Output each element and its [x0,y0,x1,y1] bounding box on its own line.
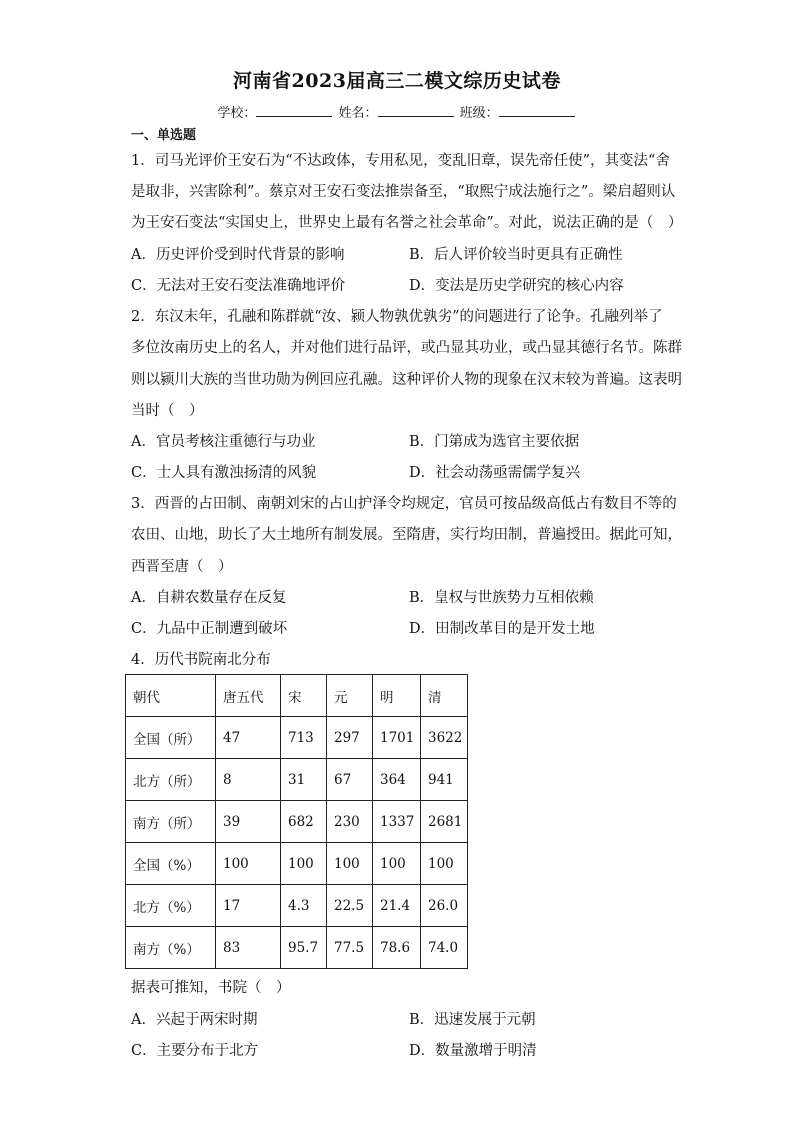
table-cell: 941 [421,759,468,801]
question-1-option-a[interactable]: A．历史评价受到时代背景的影响 [131,247,345,263]
question-4-option-d[interactable]: D．数量激增于明清 [409,1043,537,1059]
question-4-option-a[interactable]: A．兴起于两宋时期 [131,1012,258,1028]
table-cell: 3622 [421,717,468,759]
table-cell: 4.3 [281,885,327,927]
question-4-option-c[interactable]: C．主要分布于北方 [131,1043,259,1059]
question-2-option-a[interactable]: A．官员考核注重德行与功业 [131,434,316,450]
question-4-option-b[interactable]: B．迅速发展于元朝 [409,1012,536,1028]
table-cell: 83 [216,927,281,969]
academy-distribution-table [125,674,468,969]
table-header-cell: 元 [327,675,373,717]
table-cell: 南方（所） [126,801,216,843]
table-cell: 78.6 [373,927,421,969]
question-1-option-b[interactable]: B．后人评价较当时更具有正确性 [409,247,623,263]
page-title: 河南省2023届高三二模文综历史试卷 [233,70,561,92]
table-header-cell: 清 [421,675,468,717]
name-blank [378,104,454,117]
table-cell: 77.5 [327,927,373,969]
table-header-row [126,675,468,717]
table-cell: 713 [281,717,327,759]
table-cell: 95.7 [281,927,327,969]
question-3-line-3: 西晋至唐（ ） [131,559,233,575]
school-blank [256,104,332,117]
table-cell: 北方（%） [126,885,216,927]
table-cell: 全国（%） [126,843,216,885]
class-blank [499,104,575,117]
question-4-stem: 据表可推知，书院（ ） [131,980,291,996]
table-cell: 100 [327,843,373,885]
question-2-option-c[interactable]: C．士人具有激浊扬清的风貌 [131,465,317,481]
name-label: 姓名： [338,106,378,121]
table-header-cell: 宋 [281,675,327,717]
question-1-option-d[interactable]: D．变法是历史学研究的核心内容 [409,278,624,294]
table-cell: 100 [373,843,421,885]
question-3-option-c[interactable]: C．九品中正制遭到破坏 [131,621,288,637]
section-title: 一、单选题 [131,128,197,143]
table-cell: 47 [216,717,281,759]
table-row [126,885,468,927]
table-cell: 2681 [421,801,468,843]
table-cell: 100 [281,843,327,885]
question-2-line-4: 当时（ ） [131,403,204,419]
question-1-line-2: 是取非，兴害除利”。蔡京对王安石变法推崇备至，“取熙宁成法施行之”。梁启超则认 [131,184,676,200]
school-label: 学校： [217,106,257,121]
table-cell: 全国（所） [126,717,216,759]
table-cell: 17 [216,885,281,927]
question-2-line-2: 多位汝南历史上的名人，并对他们进行品评，或凸显其功业，或凸显其德行名节。陈群 [131,340,682,356]
table-header-cell: 朝代 [126,675,216,717]
question-3-line-2: 农田、山地，助长了大土地所有制发展。至隋唐，实行均田制，普遍授田。据此可知， [131,527,682,543]
table-cell: 31 [281,759,327,801]
question-1-line-1: 1．司马光评价王安石为“不达政体，专用私见，变乱旧章，误先帝任使”，其变法“舍 [131,153,670,169]
table-cell: 北方（所） [126,759,216,801]
table-cell: 682 [281,801,327,843]
question-2-option-d[interactable]: D．社会动荡亟需儒学复兴 [409,465,581,481]
question-3-option-b[interactable]: B．皇权与世族势力互相依赖 [409,590,594,606]
question-4-line-1: 4．历代书院南北分布 [131,652,271,668]
table-cell: 26.0 [421,885,468,927]
table-cell: 1337 [373,801,421,843]
student-info-line [0,102,794,121]
table-cell: 364 [373,759,421,801]
table-cell: 8 [216,759,281,801]
table-row [126,759,468,801]
question-2-line-1: 2．东汉末年，孔融和陈群就“汝、颍人物孰优孰劣”的问题进行了论争。孔融列举了 [131,309,663,325]
question-1-option-c[interactable]: C．无法对王安石变法准确地评价 [131,278,346,294]
question-3-option-a[interactable]: A．自耕农数量存在反复 [131,590,287,606]
table-cell: 22.5 [327,885,373,927]
table-cell: 21.4 [373,885,421,927]
table-cell: 1701 [373,717,421,759]
class-label: 班级： [459,106,499,121]
table-cell: 74.0 [421,927,468,969]
table-row [126,801,468,843]
table-cell: 230 [327,801,373,843]
table-header-cell: 唐五代 [216,675,281,717]
table-row [126,843,468,885]
question-3-option-d[interactable]: D．田制改革目的是开发土地 [409,621,595,637]
question-1-line-3: 为王安石变法“实国史上，世界史上最有名誉之社会革命”。对此，说法正确的是（ ） [131,215,683,231]
table-cell: 39 [216,801,281,843]
table-cell: 100 [216,843,281,885]
question-2-line-3: 则以颍川大族的当世功勋为例回应孔融。这种评价人物的现象在汉末较为普遍。这表明 [131,372,682,388]
question-2-option-b[interactable]: B．门第成为选官主要依据 [409,434,580,450]
table-row [126,927,468,969]
table-cell: 南方（%） [126,927,216,969]
table-row [126,717,468,759]
question-3-line-1: 3．西晋的占田制、南朝刘宋的占山护泽令均规定，官员可按品级高低占有数目不等的 [131,496,677,512]
table-cell: 67 [327,759,373,801]
table-header-cell: 明 [373,675,421,717]
table-cell: 297 [327,717,373,759]
table-cell: 100 [421,843,468,885]
